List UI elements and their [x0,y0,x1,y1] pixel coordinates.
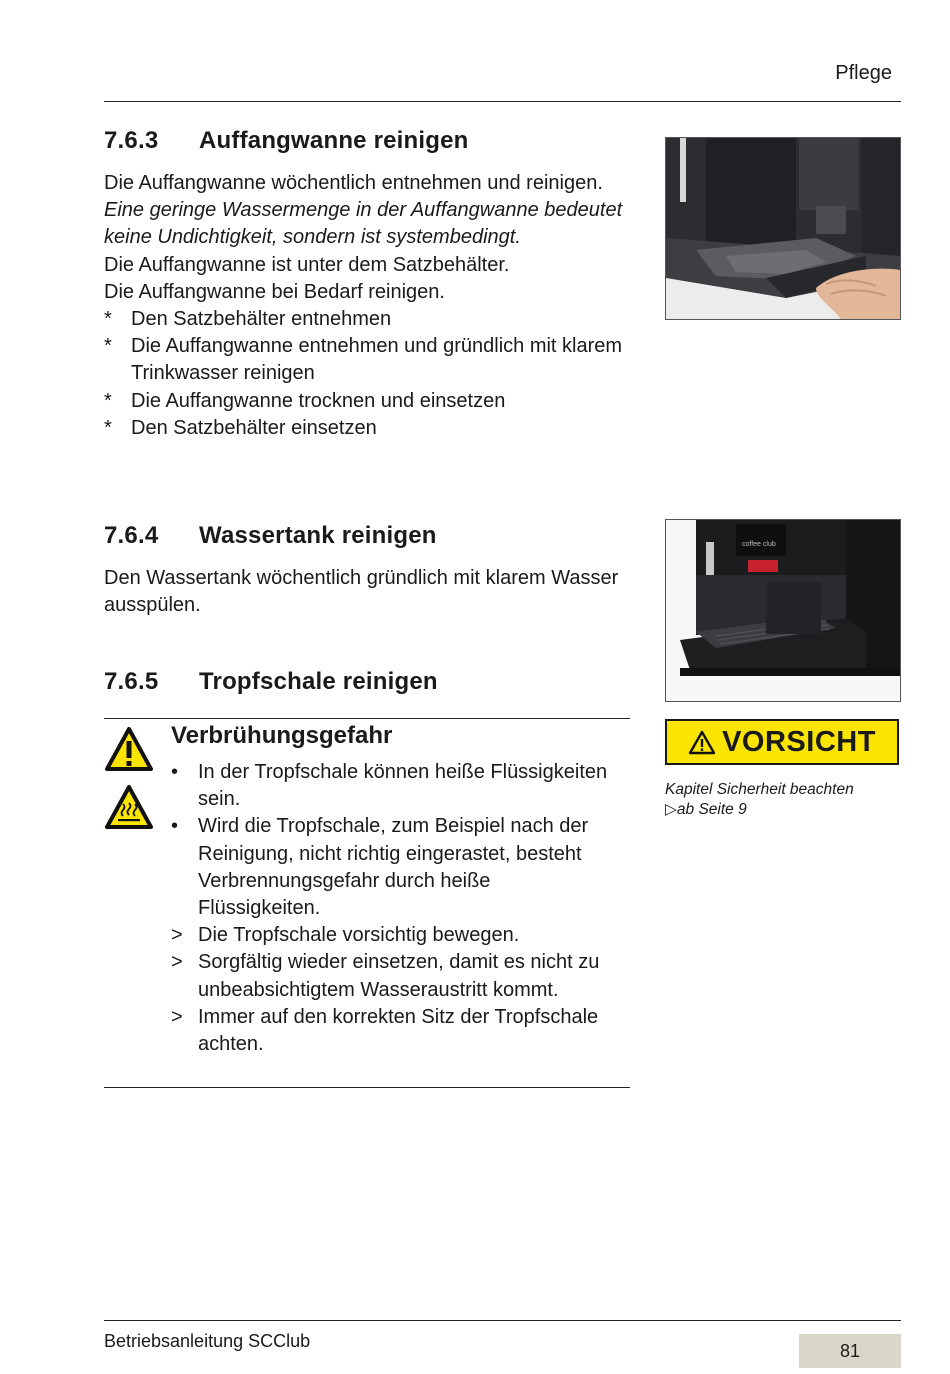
warning-top-rule [104,718,630,719]
list-item-text: Die Tropfschale vorsichtig bewegen. [198,924,520,947]
step-list [104,306,624,442]
list-item-text: Den Satzbehälter entnehmen [131,308,392,331]
list-item [104,415,624,442]
signal-word: VORSICHT [722,725,876,758]
list-item [171,922,611,949]
paragraph: Die Auffangwanne ist unter dem Satzbehälter. [104,253,510,276]
bullet: > [171,1005,183,1028]
section-title: Tropfschale reinigen [199,668,438,695]
drip-tray-illustration [666,138,900,319]
warning-triangle-icon [104,726,154,777]
drip-tray-photo [665,137,901,320]
list-item [171,813,611,922]
hot-surface-icon [104,784,154,835]
bullet: * [104,416,112,439]
bullet: > [171,924,183,947]
coffee-machine-photo [665,519,901,702]
list-item [104,333,624,387]
list-item-text: In der Tropfschale können heiße Flüssigkeiten sein. [198,761,608,811]
coffee-machine-illustration [666,520,900,701]
list-item [171,1004,611,1058]
italic-note: Eine geringe Wassermenge in der Auffangwanne bedeutet keine Undichtigkeit, sondern ist systembedingt. [104,199,623,249]
warning-bottom-rule [104,1087,630,1088]
paragraph: Die Auffangwanne wöchentlich entnehmen und reinigen. [104,172,603,194]
page-reference[interactable]: ab Seite 9 [676,801,747,818]
list-item [171,949,611,1003]
warning-small-icon [688,730,716,755]
footer-rule [104,1320,901,1321]
bullet: * [104,389,112,412]
list-item-text: Den Satzbehälter einsetzen [131,416,377,439]
bullet: * [104,308,112,331]
section-number: 7.6.4 [104,522,159,549]
bullet: * [104,335,112,358]
header-rule [104,101,901,102]
list-item-text: Immer auf den korrekten Sitz der Tropfschale achten. [198,1005,599,1056]
list-item [171,759,611,813]
list-item [104,388,624,415]
section-7-6-5-heading [104,668,438,696]
bullet: • [171,815,179,838]
section-7-6-4-body [104,565,624,619]
section-7-6-3-heading [104,127,469,155]
list-item [104,306,624,333]
warning-title: Verbrühungsgefahr [171,722,393,749]
warning-list [171,759,611,1058]
bullet: > [171,951,183,974]
paragraph: Die Auffangwanne bei Bedarf reinigen. [104,280,445,303]
section-title: Wassertank reinigen [199,522,437,549]
footer-manual-title: Betriebsanleitung SCClub [104,1331,311,1351]
page-number: 81 [799,1334,901,1368]
list-item-text: Sorgfältig wieder einsetzen, damit es nicht zu unbeabsichtigtem Wasseraustritt kommt. [198,951,600,1001]
section-number: 7.6.3 [104,127,159,154]
section-7-6-4-heading [104,522,437,550]
reference-link-line[interactable] [665,800,854,820]
section-7-6-3-body [104,170,624,442]
bullet: • [171,761,179,783]
list-item-text: Wird die Tropfschale, zum Beispiel nach der Reinigung, nicht richtig eingerastet, besteht Verbrennungsgefahr durch heiße Flüssigkeiten. [198,815,589,920]
paragraph: Den Wassertank wöchentlich gründlich mit klarem Wasser ausspülen. [104,567,619,617]
section-title: Auffangwanne reinigen [199,127,469,154]
header-section-title: Pflege [835,62,892,84]
list-item-text: Die Auffangwanne entnehmen und gründlich mit klarem Trinkwasser reinigen [131,335,623,385]
section-number: 7.6.5 [104,668,159,695]
reference-line: Kapitel Sicherheit beachten [665,781,854,798]
vorsicht-signal-box [665,719,899,765]
list-item-text: Die Auffangwanne trocknen und einsetzen [131,389,506,412]
machine-brand-label: coffee club [742,541,776,548]
triangle-arrow-icon: ▷ [665,801,677,818]
safety-reference [665,780,854,820]
